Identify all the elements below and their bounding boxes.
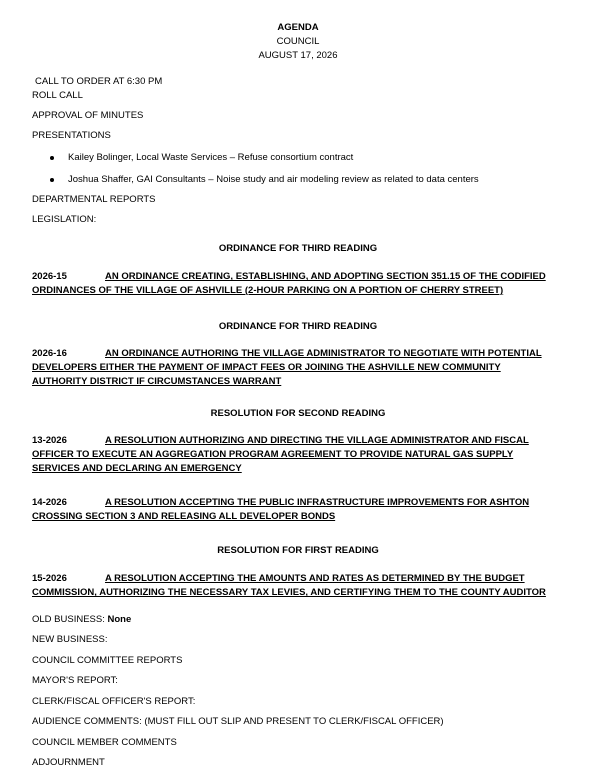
legislation-text: AN ORDINANCE CREATING, ESTABLISHING, AND ADOPTING SECTION 351.15 OF THE CODIFIED ORDINANCES OF THE VILLAGE OF ASHVILLE (2-HOUR PARKING ON A PORTION OF CHERRY STREET) — [32, 271, 546, 296]
legislation-heading: LEGISLATION: — [32, 214, 97, 225]
legislation-text: A RESOLUTION AUTHORIZING AND DIRECTING THE VILLAGE ADMINISTRATOR AND FISCAL OFFICER TO EXECUTE AN AGGREGATION PROGRAM AGREEMENT TO PROVIDE NATURAL GAS SUPPLY SERVICES AND DECLARING AN EMERGENCY — [32, 435, 529, 474]
legislation-text: A RESOLUTION ACCEPTING THE PUBLIC INFRASTRUCTURE IMPROVEMENTS FOR ASHTON CROSSING SECTION 3 AND RELEASING ALL DEVELOPER BONDS — [32, 497, 530, 522]
bullet-icon — [50, 178, 54, 182]
old-business-value: None — [107, 614, 132, 625]
section-heading: ORDINANCE FOR THIRD READING — [218, 321, 378, 332]
legislation-item — [32, 270, 552, 298]
call-to-order: CALL TO ORDER AT 6:30 PM — [35, 76, 163, 87]
agenda-date: AUGUST 17, 2026 — [258, 50, 338, 61]
approval-of-minutes: APPROVAL OF MINUTES — [32, 110, 144, 121]
presentation-item: Joshua Shaffer, GAI Consultants – Noise study and air modeling review as related to data centers — [68, 174, 479, 185]
presentation-item: Kailey Bolinger, Local Waste Services – Refuse consortium contract — [68, 152, 354, 163]
agenda-body: COUNCIL — [276, 36, 320, 47]
legislation-item — [32, 347, 552, 389]
legislation-item — [32, 496, 552, 524]
clerk-report: CLERK/FISCAL OFFICER'S REPORT: — [32, 696, 196, 707]
legislation-item — [32, 572, 552, 600]
legislation-number: 2026-15 — [32, 271, 67, 282]
legislation-text: AN ORDINANCE AUTHORING THE VILLAGE ADMINISTRATOR TO NEGOTIATE WITH POTENTIAL DEVELOPERS EITHER THE PAYMENT OF IMPACT FEES OR JOINING THE ASHVILLE NEW COMMUNITY AUTHORITY DISTRICT IF CIRCUMSTANCES WARRANT — [32, 348, 542, 387]
old-business — [32, 614, 131, 625]
roll-call: ROLL CALL — [32, 90, 83, 101]
new-business: NEW BUSINESS: — [32, 634, 108, 645]
council-committee-reports: COUNCIL COMMITTEE REPORTS — [32, 655, 183, 666]
council-member-comments: COUNCIL MEMBER COMMENTS — [32, 737, 177, 748]
section-heading: ORDINANCE FOR THIRD READING — [218, 243, 378, 254]
presentations-heading: PRESENTATIONS — [32, 130, 111, 141]
legislation-number: 2026-16 — [32, 348, 67, 359]
adjournment: ADJOURNMENT — [32, 757, 105, 768]
legislation-item — [32, 434, 552, 476]
mayors-report: MAYOR'S REPORT: — [32, 675, 118, 686]
legislation-number: 15-2026 — [32, 573, 67, 584]
audience-comments: AUDIENCE COMMENTS: (MUST FILL OUT SLIP AND PRESENT TO CLERK/FISCAL OFFICER) — [32, 716, 444, 727]
bullet-icon — [50, 156, 54, 160]
agenda-title: AGENDA — [277, 22, 319, 33]
legislation-text: A RESOLUTION ACCEPTING THE AMOUNTS AND RATES AS DETERMINED BY THE BUDGET COMMISSION, AUTHORIZING THE NECESSARY TAX LEVIES, AND CERTIFYING THEM TO THE COUNTY AUDITOR — [32, 573, 546, 598]
section-heading: RESOLUTION FOR SECOND READING — [210, 408, 386, 419]
departmental-reports: DEPARTMENTAL REPORTS — [32, 194, 156, 205]
legislation-number: 14-2026 — [32, 497, 67, 508]
section-heading: RESOLUTION FOR FIRST READING — [217, 545, 379, 556]
legislation-number: 13-2026 — [32, 435, 67, 446]
old-business-label: OLD BUSINESS: — [32, 614, 105, 625]
